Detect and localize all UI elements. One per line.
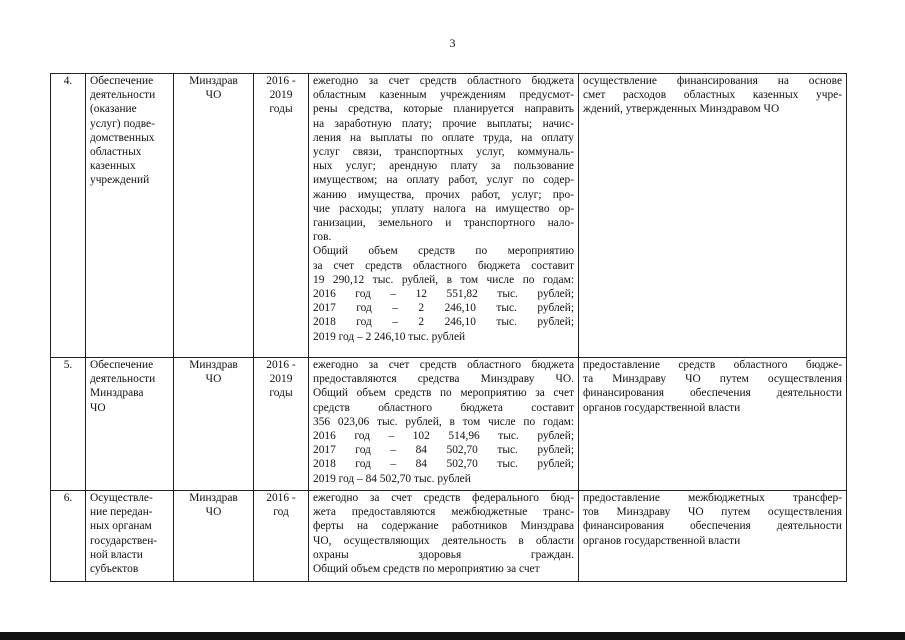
executor-line: ЧО — [205, 89, 222, 102]
measure-name-line: ЧО — [90, 401, 106, 414]
measure-name-line: Обеспечение — [90, 359, 154, 371]
term-cell — [254, 491, 309, 582]
executor-cell — [174, 491, 254, 582]
measure-name-cell — [86, 358, 174, 491]
measure-description-line: Общий объем средств по мероприятию за счет — [313, 563, 540, 576]
executor-line: ЧО — [205, 373, 222, 386]
measure-description-line: жанию имущества, прочих работ, услуг; про- — [313, 188, 574, 201]
measure-name-line: казенных — [90, 160, 136, 173]
measure-name-line: учреждений — [90, 174, 150, 187]
executor-cell — [174, 74, 254, 358]
measure-description-line: ления на выплаты по оплате труда, на оплату — [313, 131, 574, 144]
measure-name-cell — [86, 74, 174, 358]
term-cell — [254, 358, 309, 491]
measure-description-line: ежегодно за счет средств областного бюджета — [313, 75, 574, 87]
executor-line: Минздрав — [189, 75, 238, 87]
term-line: 2019 — [269, 89, 293, 102]
measure-description-line: 356 023,06 тыс. рублей, в том числе по годам: — [313, 415, 574, 428]
measure-description-line: охраны здоровья граждан. — [313, 548, 574, 561]
measure-name-line: деятельности — [90, 89, 156, 102]
row-number-cell: 6. — [51, 491, 86, 582]
measure-name-line: государствен- — [90, 534, 158, 547]
measure-description-line: 2018 год – 84 502,70 тыс. рублей; — [313, 458, 574, 471]
measure-description-line: рены средства, которые планируется направить — [313, 103, 574, 116]
expected-result-line: органов государственной власти — [583, 534, 741, 547]
expected-result-cell — [579, 491, 847, 582]
measure-name-line: домственных — [90, 131, 155, 144]
measure-description-line: Общий объем средств по мероприятию — [313, 245, 574, 258]
measure-description-line: средств областного бюджета составит — [313, 401, 574, 414]
expected-result-line: финансирования обеспечения деятельности — [583, 387, 842, 400]
table-row — [51, 358, 847, 491]
expected-result-line: предоставление средств областного бюдже- — [583, 359, 842, 371]
measure-description-line: 2016 год – 102 514,96 тыс. рублей; — [313, 430, 574, 443]
measure-description-line: ЧО, осуществляющих деятельность в области — [313, 534, 574, 547]
expected-result-line: смет расходов областных казенных учре- — [583, 89, 842, 102]
term-line: 2016 - — [266, 75, 296, 87]
expected-result-cell — [579, 74, 847, 358]
measures-table — [50, 73, 847, 582]
measure-description-line: за счет средств областного бюджета составит — [313, 259, 574, 272]
measure-description-line: жета предоставляются межбюджетные транс- — [313, 506, 574, 519]
measure-name-line: Осуществле- — [90, 492, 153, 504]
measure-name-line: ных органам — [90, 520, 152, 533]
row-number-cell: 5. — [51, 358, 86, 491]
measure-name-line: областных — [90, 146, 142, 159]
expected-result-line: предоставление межбюджетных трансфер- — [583, 492, 842, 504]
expected-result-line: органов государственной власти — [583, 401, 741, 414]
measure-description-cell — [309, 491, 579, 582]
measure-description-line: Общий объем средств по мероприятию за счет — [313, 387, 574, 400]
executor-line: Минздрав — [189, 492, 238, 504]
measure-description-line: ежегодно за счет средств областного бюджета — [313, 359, 574, 371]
measure-description-cell — [309, 74, 579, 358]
expected-result-line: осуществление финансирования на основе — [583, 75, 842, 87]
expected-result-cell — [579, 358, 847, 491]
measure-description-line: чие расходы; уплату налога на имущество ор- — [313, 202, 574, 215]
measure-name-line: услуг) подве- — [90, 117, 155, 130]
term-line: годы — [269, 387, 293, 400]
measure-description-line: ных услуг; арендную плату за пользование — [313, 160, 574, 173]
measure-description-line: 2017 год – 2 246,10 тыс. рублей; — [313, 302, 574, 315]
executor-line: ЧО — [205, 506, 222, 519]
measure-description-cell — [309, 358, 579, 491]
measure-description-line: услуг связи, транспортных услуг, коммуналь- — [313, 146, 574, 159]
expected-result-line: тов Минздраву ЧО путем осуществления — [583, 506, 842, 519]
term-line: 2016 - — [266, 492, 296, 504]
table-row — [51, 491, 847, 582]
term-line: 2016 - — [266, 359, 296, 371]
expected-result-line: финансирования обеспечения деятельности — [583, 520, 842, 533]
measure-description-line: 2018 год – 2 246,10 тыс. рублей; — [313, 316, 574, 329]
term-cell — [254, 74, 309, 358]
measure-description-line: на заработную плату; прочие выплаты; начис- — [313, 117, 574, 130]
measure-description-line: предоставляются средства Минздраву ЧО. — [313, 373, 574, 386]
executor-line: Минздрав — [189, 359, 238, 371]
term-line: 2019 — [269, 373, 293, 386]
expected-result-line: ждений, утвержденных Минздравом ЧО — [583, 103, 780, 116]
term-line: год — [273, 506, 289, 519]
measure-description-line: 2019 год – 84 502,70 тыс. рублей — [313, 472, 471, 485]
measure-description-line: 2019 год – 2 246,10 тыс. рублей — [313, 330, 466, 343]
measure-description-line: ганизации, земельного и транспортного нало- — [313, 217, 574, 230]
measure-name-line: Минздрава — [90, 387, 144, 400]
measure-description-line: 19 290,12 тыс. рублей, в том числе по годам: — [313, 273, 574, 286]
measure-name-cell — [86, 491, 174, 582]
measure-name-line: Обеспечение — [90, 75, 154, 87]
measure-description-line: имуществом; на оплату работ, услуг по содер- — [313, 174, 574, 187]
executor-cell — [174, 358, 254, 491]
measure-description-line: 2016 год – 12 551,82 тыс. рублей; — [313, 288, 574, 301]
measure-name-line: (оказание — [90, 103, 137, 116]
table-row — [51, 74, 847, 358]
measure-name-line: ние передан- — [90, 506, 153, 519]
measure-description-line: областным казенным учреждениям предусмот- — [313, 89, 574, 102]
page-number: 3 — [449, 36, 456, 50]
measure-description-line: ежегодно за счет средств федерального бюд- — [313, 492, 574, 504]
measure-name-line: деятельности — [90, 373, 156, 386]
term-line: годы — [269, 103, 293, 116]
measure-description-line: ферты на содержание работников Минздрава — [313, 520, 574, 533]
measure-name-line: ной власти — [90, 548, 143, 561]
measure-name-line: субъектов — [90, 563, 139, 576]
expected-result-line: та Минздраву ЧО путем осуществления — [583, 373, 842, 386]
measure-description-line: 2017 год – 84 502,70 тыс. рублей; — [313, 444, 574, 457]
row-number-cell: 4. — [51, 74, 86, 358]
measure-description-line: гов. — [313, 231, 332, 244]
page-bottom-edge — [0, 632, 905, 640]
